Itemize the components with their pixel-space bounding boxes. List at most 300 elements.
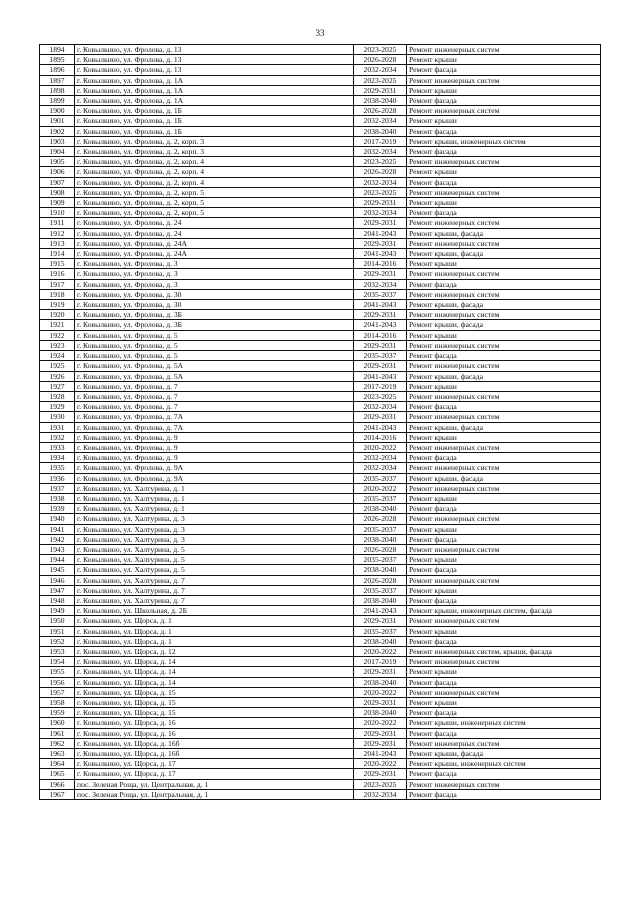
address-cell: г. Ковылкино, ул. Фролова, д. 5: [75, 351, 354, 361]
period-cell: 2035-2037: [354, 493, 407, 503]
table-row: [40, 616, 601, 626]
address-cell: г. Ковылкино, ул. Фролова, д. 13: [75, 45, 354, 55]
row-number: 1962: [40, 738, 75, 748]
period-cell: 2020-2022: [354, 646, 407, 656]
address-cell: г. Ковылкино, ул. Фролова, д. 2, корп. 5: [75, 187, 354, 197]
address-cell: г. Ковылкино, ул. Фролова, д. 3: [75, 269, 354, 279]
period-cell: 2041-2043: [354, 422, 407, 432]
table-row: [40, 595, 601, 605]
row-number: 1915: [40, 259, 75, 269]
period-cell: 2014-2016: [354, 259, 407, 269]
period-cell: 2029-2031: [354, 361, 407, 371]
period-cell: 2026-2028: [354, 514, 407, 524]
work-type-cell: Ремонт крыши: [407, 667, 601, 677]
table-row: [40, 718, 601, 728]
row-number: 1965: [40, 769, 75, 779]
address-cell: г. Ковылкино, ул. Фролова, д. 5А: [75, 371, 354, 381]
address-cell: г. Ковылкино, ул. Фролова, д. 2, корп. 4: [75, 177, 354, 187]
table-row: [40, 646, 601, 656]
work-type-cell: Ремонт фасада: [407, 565, 601, 575]
address-cell: г. Ковылкино, ул. Фролова, д. 30: [75, 300, 354, 310]
work-type-cell: Ремонт инженерных систем: [407, 187, 601, 197]
row-number: 1935: [40, 463, 75, 473]
row-number: 1920: [40, 310, 75, 320]
work-type-cell: Ремонт фасада: [407, 708, 601, 718]
row-number: 1921: [40, 320, 75, 330]
period-cell: 2038-2040: [354, 96, 407, 106]
table-row: [40, 177, 601, 187]
work-type-cell: Ремонт инженерных систем: [407, 361, 601, 371]
row-number: 1958: [40, 698, 75, 708]
work-type-cell: Ремонт инженерных систем: [407, 106, 601, 116]
period-cell: 2017-2019: [354, 381, 407, 391]
address-cell: г. Ковылкино, ул. Фролова, д. 3Б: [75, 310, 354, 320]
period-cell: 2029-2031: [354, 698, 407, 708]
row-number: 1903: [40, 136, 75, 146]
work-type-cell: Ремонт инженерных систем: [407, 238, 601, 248]
period-cell: 2026-2028: [354, 167, 407, 177]
address-cell: г. Ковылкино, ул. Фролова, д. 2, корп. 3: [75, 136, 354, 146]
address-cell: г. Ковылкино, ул. Щорса, д. 15: [75, 708, 354, 718]
row-number: 1910: [40, 208, 75, 218]
table-row: [40, 55, 601, 65]
table-row: [40, 422, 601, 432]
address-cell: пос. Зеленая Роща, ул. Центральная, д. 1: [75, 779, 354, 789]
address-cell: г. Ковылкино, ул. Халтурина, д. 3: [75, 514, 354, 524]
row-number: 1911: [40, 218, 75, 228]
row-number: 1902: [40, 126, 75, 136]
row-number: 1953: [40, 646, 75, 656]
page-number: 33: [315, 28, 325, 38]
work-type-cell: Ремонт инженерных систем: [407, 75, 601, 85]
address-cell: г. Ковылкино, ул. Фролова, д. 13: [75, 65, 354, 75]
row-number: 1925: [40, 361, 75, 371]
period-cell: 2032-2034: [354, 208, 407, 218]
row-number: 1930: [40, 412, 75, 422]
period-cell: 2041-2043: [354, 606, 407, 616]
address-cell: г. Ковылкино, ул. Фролова, д. 7: [75, 402, 354, 412]
row-number: 1954: [40, 657, 75, 667]
work-type-cell: Ремонт инженерных систем: [407, 657, 601, 667]
address-cell: г. Ковылкино, ул. Фролова, д. 3: [75, 279, 354, 289]
work-type-cell: Ремонт крыши, инженерных систем: [407, 718, 601, 728]
address-cell: г. Ковылкино, ул. Щорса, д. 1: [75, 626, 354, 636]
period-cell: 2035-2037: [354, 289, 407, 299]
work-type-cell: Ремонт инженерных систем: [407, 340, 601, 350]
address-cell: г. Ковылкино, ул. Фролова, д. 2, корп. 4: [75, 157, 354, 167]
address-cell: г. Ковылкино, ул. Щорса, д. 17: [75, 769, 354, 779]
period-cell: 2014-2016: [354, 330, 407, 340]
table-row: [40, 789, 601, 799]
row-number: 1924: [40, 351, 75, 361]
address-cell: г. Ковылкино, ул. Щорса, д. 12: [75, 646, 354, 656]
period-cell: 2035-2037: [354, 626, 407, 636]
work-type-cell: Ремонт инженерных систем: [407, 544, 601, 554]
address-cell: г. Ковылкино, ул. Фролова, д. 5: [75, 330, 354, 340]
work-type-cell: Ремонт фасада: [407, 351, 601, 361]
table-row: [40, 218, 601, 228]
table-row: [40, 667, 601, 677]
period-cell: 2035-2037: [354, 351, 407, 361]
work-type-cell: Ремонт крыши: [407, 524, 601, 534]
period-cell: 2041-2043: [354, 749, 407, 759]
row-number: 1960: [40, 718, 75, 728]
row-number: 1950: [40, 616, 75, 626]
address-cell: г. Ковылкино, ул. Щорса, д. 17: [75, 759, 354, 769]
row-number: 1933: [40, 442, 75, 452]
work-type-cell: Ремонт крыши, фасада: [407, 422, 601, 432]
work-type-cell: Ремонт инженерных систем: [407, 483, 601, 493]
work-type-cell: Ремонт фасада: [407, 504, 601, 514]
table-row: [40, 126, 601, 136]
work-type-cell: Ремонт крыши, инженерных систем, фасада: [407, 606, 601, 616]
table-row: [40, 351, 601, 361]
address-cell: г. Ковылкино, ул. Фролова, д. 9А: [75, 473, 354, 483]
address-cell: г. Ковылкино, ул. Фролова, д. 24А: [75, 238, 354, 248]
period-cell: 2020-2022: [354, 442, 407, 452]
period-cell: 2035-2037: [354, 473, 407, 483]
work-type-cell: Ремонт крыши, инженерных систем: [407, 136, 601, 146]
period-cell: 2038-2040: [354, 534, 407, 544]
table-row: [40, 504, 601, 514]
row-number: 1914: [40, 249, 75, 259]
row-number: 1908: [40, 187, 75, 197]
address-cell: г. Ковылкино, ул. Щорса, д. 14: [75, 677, 354, 687]
table-row: [40, 320, 601, 330]
address-cell: г. Ковылкино, ул. Фролова, д. 24А: [75, 249, 354, 259]
row-number: 1899: [40, 96, 75, 106]
row-number: 1897: [40, 75, 75, 85]
period-cell: 2035-2037: [354, 585, 407, 595]
row-number: 1945: [40, 565, 75, 575]
period-cell: 2029-2031: [354, 616, 407, 626]
row-number: 1923: [40, 340, 75, 350]
work-type-cell: Ремонт фасада: [407, 402, 601, 412]
table-row: [40, 738, 601, 748]
row-number: 1946: [40, 575, 75, 585]
address-cell: г. Ковылкино, ул. Халтурина, д. 1: [75, 493, 354, 503]
row-number: 1927: [40, 381, 75, 391]
work-type-cell: Ремонт инженерных систем: [407, 514, 601, 524]
row-number: 1940: [40, 514, 75, 524]
table-row: [40, 391, 601, 401]
work-type-cell: Ремонт инженерных систем: [407, 463, 601, 473]
row-number: 1948: [40, 595, 75, 605]
row-number: 1926: [40, 371, 75, 381]
work-type-cell: Ремонт инженерных систем: [407, 45, 601, 55]
period-cell: 2017-2019: [354, 657, 407, 667]
table-row: [40, 310, 601, 320]
work-type-cell: Ремонт фасада: [407, 65, 601, 75]
period-cell: 2041-2043: [354, 249, 407, 259]
period-cell: 2014-2016: [354, 432, 407, 442]
period-cell: 2023-2025: [354, 779, 407, 789]
address-cell: г. Ковылкино, ул. Щорса, д. 1: [75, 616, 354, 626]
address-cell: г. Ковылкино, ул. Фролова, д. 24: [75, 228, 354, 238]
work-type-cell: Ремонт крыши: [407, 116, 601, 126]
work-type-cell: Ремонт крыши, фасада: [407, 371, 601, 381]
table-row: [40, 442, 601, 452]
row-number: 1949: [40, 606, 75, 616]
address-cell: г. Ковылкино, ул. Халтурина, д. 1: [75, 504, 354, 514]
address-cell: г. Ковылкино, ул. Халтурина, д. 3: [75, 534, 354, 544]
work-type-cell: Ремонт крыши: [407, 432, 601, 442]
period-cell: 2041-2043: [354, 320, 407, 330]
period-cell: 2032-2034: [354, 789, 407, 799]
work-type-cell: Ремонт фасада: [407, 728, 601, 738]
address-cell: г. Ковылкино, ул. Щорса, д. 16: [75, 718, 354, 728]
table-row: [40, 626, 601, 636]
work-type-cell: Ремонт фасада: [407, 279, 601, 289]
row-number: 1964: [40, 759, 75, 769]
period-cell: 2032-2034: [354, 177, 407, 187]
address-cell: г. Ковылкино, ул. Фролова, д. 2, корп. 3: [75, 147, 354, 157]
row-number: 1951: [40, 626, 75, 636]
work-type-cell: Ремонт фасада: [407, 96, 601, 106]
table-row: [40, 555, 601, 565]
period-cell: 2020-2022: [354, 687, 407, 697]
work-type-cell: Ремонт крыши, фасада: [407, 300, 601, 310]
work-type-cell: Ремонт инженерных систем: [407, 289, 601, 299]
period-cell: 2017-2019: [354, 136, 407, 146]
address-cell: г. Ковылкино, ул. Фролова, д. 2, корп. 4: [75, 167, 354, 177]
table-row: [40, 106, 601, 116]
address-cell: г. Ковылкино, ул. Фролова, д. 5А: [75, 361, 354, 371]
table-row: [40, 136, 601, 146]
row-number: 1966: [40, 779, 75, 789]
row-number: 1904: [40, 147, 75, 157]
period-cell: 2032-2034: [354, 147, 407, 157]
work-type-cell: Ремонт фасада: [407, 769, 601, 779]
work-type-cell: Ремонт крыши: [407, 626, 601, 636]
table-row: [40, 249, 601, 259]
period-cell: 2035-2037: [354, 524, 407, 534]
address-cell: г. Ковылкино, ул. Фролова, д. 1Б: [75, 126, 354, 136]
address-cell: г. Ковылкино, ул. Фролова, д. 7А: [75, 422, 354, 432]
table-row: [40, 361, 601, 371]
work-type-cell: Ремонт инженерных систем: [407, 310, 601, 320]
period-cell: 2029-2031: [354, 269, 407, 279]
work-type-cell: Ремонт фасада: [407, 595, 601, 605]
period-cell: 2038-2040: [354, 708, 407, 718]
address-cell: г. Ковылкино, ул. Фролова, д. 13: [75, 55, 354, 65]
work-type-cell: Ремонт инженерных систем: [407, 575, 601, 585]
address-cell: г. Ковылкино, ул. Халтурина, д. 5: [75, 565, 354, 575]
row-number: 1942: [40, 534, 75, 544]
address-cell: г. Ковылкино, ул. Щорса, д. 16б: [75, 749, 354, 759]
address-cell: г. Ковылкино, ул. Халтурина, д. 7: [75, 575, 354, 585]
table-row: [40, 769, 601, 779]
table-row: [40, 687, 601, 697]
period-cell: 2038-2040: [354, 565, 407, 575]
table-row: [40, 636, 601, 646]
address-cell: г. Ковылкино, ул. Щорса, д. 14: [75, 657, 354, 667]
period-cell: 2032-2034: [354, 402, 407, 412]
table-row: [40, 524, 601, 534]
address-cell: г. Ковылкино, ул. Щорса, д. 16: [75, 728, 354, 738]
address-cell: г. Ковылкино, ул. Фролова, д. 30: [75, 289, 354, 299]
address-cell: г. Ковылкино, ул. Щорса, д. 1: [75, 636, 354, 646]
work-type-cell: Ремонт крыши, фасада: [407, 749, 601, 759]
work-type-cell: Ремонт инженерных систем: [407, 391, 601, 401]
work-type-cell: Ремонт фасада: [407, 636, 601, 646]
address-cell: г. Ковылкино, ул. Фролова, д. 1А: [75, 75, 354, 85]
table-row: [40, 749, 601, 759]
row-number: 1938: [40, 493, 75, 503]
table-row: [40, 340, 601, 350]
work-type-cell: Ремонт инженерных систем: [407, 738, 601, 748]
period-cell: 2026-2028: [354, 55, 407, 65]
work-type-cell: Ремонт крыши: [407, 85, 601, 95]
table-row: [40, 330, 601, 340]
table-row: [40, 198, 601, 208]
row-number: 1937: [40, 483, 75, 493]
table-row: [40, 75, 601, 85]
table-row: [40, 565, 601, 575]
row-number: 1918: [40, 289, 75, 299]
work-type-cell: Ремонт крыши: [407, 698, 601, 708]
period-cell: 2029-2031: [354, 198, 407, 208]
work-type-cell: Ремонт фасада: [407, 147, 601, 157]
period-cell: 2026-2028: [354, 544, 407, 554]
row-number: 1959: [40, 708, 75, 718]
table-row: [40, 698, 601, 708]
address-cell: г. Ковылкино, ул. Халтурина, д. 1: [75, 483, 354, 493]
address-cell: г. Ковылкино, ул. Фролова, д. 7: [75, 381, 354, 391]
work-type-cell: Ремонт крыши: [407, 381, 601, 391]
table-row: [40, 463, 601, 473]
address-cell: г. Ковылкино, ул. Фролова, д. 7А: [75, 412, 354, 422]
address-cell: г. Ковылкино, ул. Фролова, д. 9А: [75, 463, 354, 473]
address-cell: г. Ковылкино, ул. Школьная, д. 2Б: [75, 606, 354, 616]
table-row: [40, 728, 601, 738]
work-type-cell: Ремонт фасада: [407, 677, 601, 687]
table-row: [40, 116, 601, 126]
address-cell: г. Ковылкино, ул. Фролова, д. 1А: [75, 85, 354, 95]
table-row: [40, 300, 601, 310]
address-cell: г. Ковылкино, ул. Щорса, д. 14: [75, 667, 354, 677]
row-number: 1900: [40, 106, 75, 116]
work-type-cell: Ремонт крыши: [407, 259, 601, 269]
table-row: [40, 432, 601, 442]
period-cell: 2038-2040: [354, 677, 407, 687]
address-cell: г. Ковылкино, ул. Халтурина, д. 7: [75, 585, 354, 595]
work-type-cell: Ремонт инженерных систем: [407, 269, 601, 279]
period-cell: 2026-2028: [354, 575, 407, 585]
table-row: [40, 493, 601, 503]
period-cell: 2029-2031: [354, 218, 407, 228]
table-row: [40, 759, 601, 769]
row-number: 1963: [40, 749, 75, 759]
row-number: 1906: [40, 167, 75, 177]
address-cell: г. Ковылкино, ул. Фролова, д. 2, корп. 5: [75, 198, 354, 208]
table-row: [40, 228, 601, 238]
period-cell: 2041-2043: [354, 228, 407, 238]
row-number: 1955: [40, 667, 75, 677]
row-number: 1967: [40, 789, 75, 799]
row-number: 1896: [40, 65, 75, 75]
period-cell: 2041-2043: [354, 300, 407, 310]
row-number: 1905: [40, 157, 75, 167]
work-type-cell: Ремонт фасада: [407, 126, 601, 136]
address-cell: г. Ковылкино, ул. Фролова, д. 7: [75, 391, 354, 401]
row-number: 1912: [40, 228, 75, 238]
row-number: 1961: [40, 728, 75, 738]
address-cell: г. Ковылкино, ул. Щорса, д. 15: [75, 698, 354, 708]
period-cell: 2020-2022: [354, 718, 407, 728]
table-row: [40, 473, 601, 483]
work-type-cell: Ремонт крыши, фасада: [407, 249, 601, 259]
row-number: 1895: [40, 55, 75, 65]
table-row: [40, 483, 601, 493]
table-row: [40, 779, 601, 789]
period-cell: 2032-2034: [354, 65, 407, 75]
period-cell: 2029-2031: [354, 238, 407, 248]
address-cell: г. Ковылкино, ул. Щорса, д. 15: [75, 687, 354, 697]
period-cell: 2029-2031: [354, 412, 407, 422]
row-number: 1907: [40, 177, 75, 187]
period-cell: 2032-2034: [354, 463, 407, 473]
address-cell: г. Ковылкино, ул. Фролова, д. 9: [75, 442, 354, 452]
table-row: [40, 402, 601, 412]
row-number: 1917: [40, 279, 75, 289]
table-row: [40, 412, 601, 422]
row-number: 1929: [40, 402, 75, 412]
address-cell: пос. Зеленая Роща, ул. Центральная, д. 1: [75, 789, 354, 799]
work-type-cell: Ремонт крыши: [407, 330, 601, 340]
row-number: 1943: [40, 544, 75, 554]
row-number: 1941: [40, 524, 75, 534]
table-row: [40, 606, 601, 616]
table-row: [40, 289, 601, 299]
period-cell: 2029-2031: [354, 728, 407, 738]
work-type-cell: Ремонт инженерных систем: [407, 218, 601, 228]
table-row: [40, 96, 601, 106]
row-number: 1947: [40, 585, 75, 595]
work-type-cell: Ремонт крыши: [407, 585, 601, 595]
table-row: [40, 269, 601, 279]
work-type-cell: Ремонт инженерных систем, крыши, фасада: [407, 646, 601, 656]
table-row: [40, 65, 601, 75]
work-type-cell: Ремонт крыши: [407, 493, 601, 503]
table-row: [40, 585, 601, 595]
row-number: 1956: [40, 677, 75, 687]
period-cell: 2026-2028: [354, 106, 407, 116]
work-type-cell: Ремонт крыши: [407, 55, 601, 65]
work-type-cell: Ремонт крыши: [407, 555, 601, 565]
table-row: [40, 453, 601, 463]
row-number: 1934: [40, 453, 75, 463]
work-type-cell: Ремонт крыши, инженерных систем: [407, 759, 601, 769]
work-type-cell: Ремонт фасада: [407, 177, 601, 187]
table-row: [40, 238, 601, 248]
table-row: [40, 45, 601, 55]
row-number: 1939: [40, 504, 75, 514]
period-cell: 2020-2022: [354, 759, 407, 769]
work-type-cell: Ремонт крыши: [407, 198, 601, 208]
period-cell: 2032-2034: [354, 116, 407, 126]
row-number: 1922: [40, 330, 75, 340]
table-row: [40, 157, 601, 167]
period-cell: 2023-2025: [354, 45, 407, 55]
work-type-cell: Ремонт инженерных систем: [407, 616, 601, 626]
row-number: 1901: [40, 116, 75, 126]
row-number: 1952: [40, 636, 75, 646]
period-cell: 2038-2040: [354, 636, 407, 646]
table-row: [40, 371, 601, 381]
work-type-cell: Ремонт крыши, фасада: [407, 320, 601, 330]
table-row: [40, 259, 601, 269]
